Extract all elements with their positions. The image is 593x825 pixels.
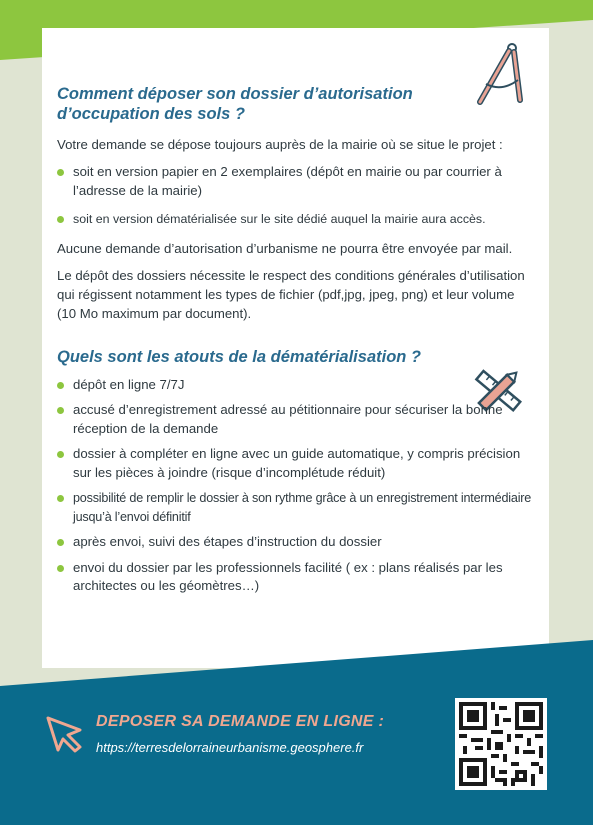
list-item bbox=[57, 533, 535, 552]
site-link[interactable]: https://terresdelorraineurbanisme.geosphere.fr bbox=[96, 740, 364, 755]
section1-title bbox=[57, 84, 535, 124]
bullet-dot bbox=[57, 539, 64, 546]
section2-bullets bbox=[57, 376, 535, 596]
list-item bbox=[57, 210, 535, 229]
section1-paragraph1: Aucune demande d’autorisation d’urbanisme ne pourra être envoyée par mail. bbox=[57, 240, 513, 256]
qr-code-icon[interactable] bbox=[455, 698, 547, 790]
list-item-text: après envoi, suivi des étapes d’instruction du dossier bbox=[73, 534, 382, 549]
section1-title-line1: Comment déposer son dossier d’autorisation bbox=[57, 85, 413, 103]
bullet-dot bbox=[57, 495, 64, 502]
list-item-text: dossier à compléter en ligne avec un guide automatique, y compris précision sur les pièces à joindre (risque d’incomplétude réduit) bbox=[73, 446, 521, 480]
list-item-text: envoi du dossier par les professionnels facilité ( ex : plans réalisés par les architectes ou les géomètres…) bbox=[73, 559, 503, 593]
section1-paragraph2: Le dépôt des dossiers nécessite le respect des conditions générales d’utilisation qui régissent notamment les types de fichier (pdf,jpg, jpeg, png) et leur volume (10 Mo maximum par document). bbox=[57, 267, 525, 321]
cta-heading: DEPOSER SA DEMANDE EN LIGNE : bbox=[96, 713, 385, 730]
bullet-dot bbox=[57, 169, 64, 176]
list-item-text: accusé d’enregistrement adressé au pétitionnaire pour sécuriser la bonne réception de la demande bbox=[73, 402, 503, 436]
bullet-dot bbox=[57, 451, 64, 458]
section1-title-line2: d’occupation des sols ? bbox=[57, 105, 245, 123]
list-item bbox=[57, 376, 535, 395]
bullet-dot bbox=[57, 407, 64, 414]
list-item bbox=[57, 163, 535, 200]
list-item-text: possibilité de remplir le dossier à son rythme grâce à un enregistrement intermédiaire jusqu’à l’envoi définitif bbox=[73, 491, 532, 524]
section1-intro: Votre demande se dépose toujours auprès de la mairie où se situe le projet : bbox=[57, 137, 503, 152]
list-item-text: dépôt en ligne 7/7J bbox=[73, 376, 185, 392]
list-item bbox=[57, 559, 535, 596]
list-item bbox=[57, 401, 535, 438]
list-item bbox=[57, 489, 535, 526]
main-content bbox=[57, 84, 535, 596]
list-item-text: soit en version papier en 2 exemplaires (dépôt en mairie ou par courrier à l’adresse de la mairie) bbox=[73, 164, 502, 198]
list-item-text: soit en version dématérialisée sur le site dédié auquel la mairie aura accès. bbox=[73, 212, 486, 226]
cursor-arrow-icon bbox=[44, 714, 88, 754]
section2-title: Quels sont les atouts de la dématérialisation ? bbox=[57, 347, 422, 366]
bullet-dot bbox=[57, 382, 64, 389]
section1-bullets bbox=[57, 163, 535, 229]
bullet-dot bbox=[57, 216, 64, 223]
list-item bbox=[57, 445, 535, 482]
bullet-dot bbox=[57, 565, 64, 572]
